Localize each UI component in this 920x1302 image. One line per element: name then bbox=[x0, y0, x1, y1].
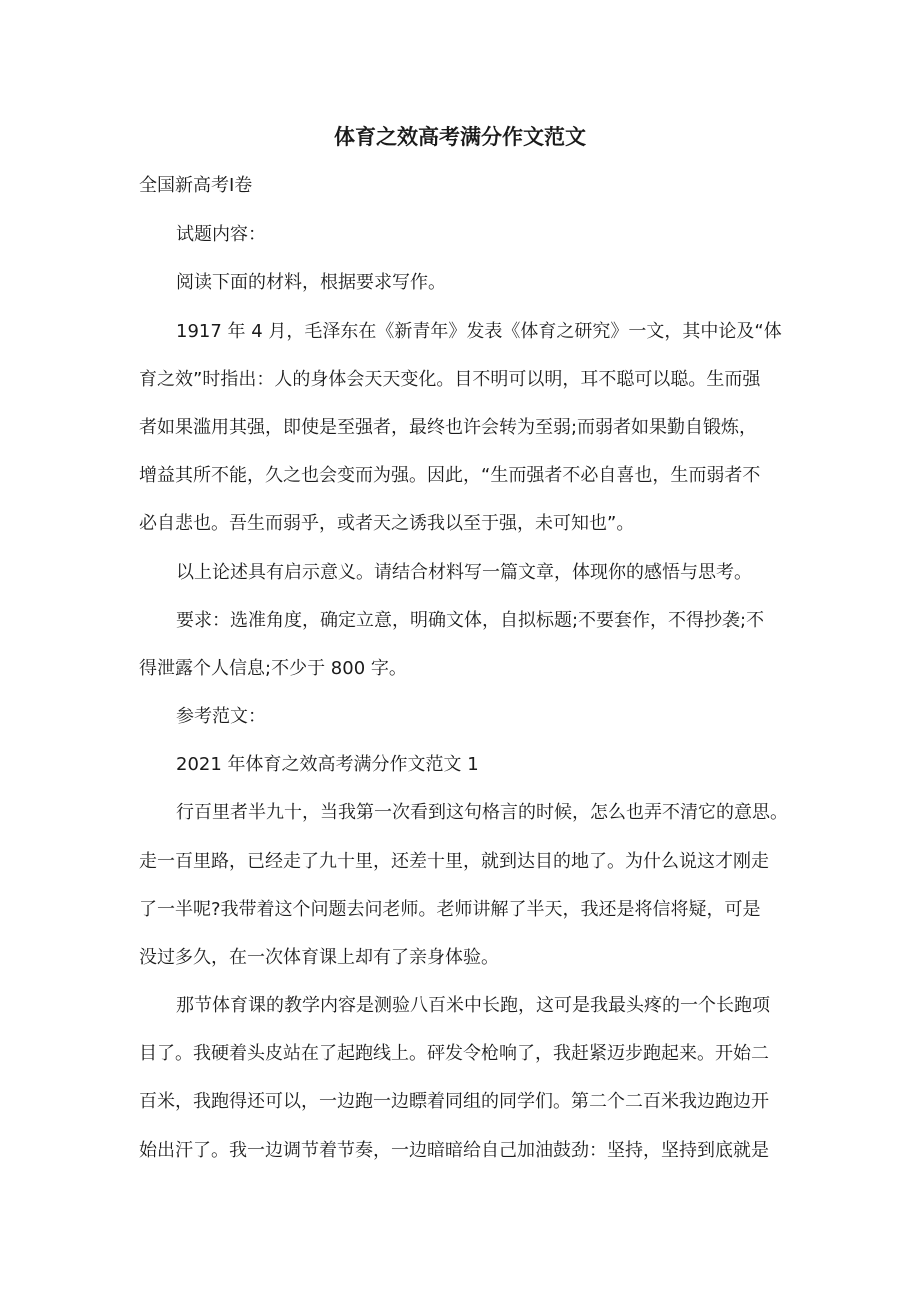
document-title: 体育之效高考满分作文范文 bbox=[334, 125, 586, 149]
essay-line: 了一半呢?我带着这个问题去问老师。老师讲解了半天，我还是将信将疑，可是 bbox=[139, 899, 761, 920]
requirement-line: 要求：选准角度，确定立意，明确文体，自拟标题;不要套作，不得抄袭;不 bbox=[176, 610, 765, 631]
essay-line: 没过多久，在一次体育课上却有了亲身体验。 bbox=[139, 947, 499, 968]
essay-line: 那节体育课的教学内容是测验八百米中长跑，这可是我最头疼的一个长跑项 bbox=[176, 995, 770, 1016]
essay-line: 行百里者半九十，当我第一次看到这句格言的时候，怎么也弄不清它的意思。 bbox=[176, 802, 788, 823]
material-line: 者如果滥用其强，即使是至强者，最终也许会转为至弱;而弱者如果勤自锻炼， bbox=[139, 417, 758, 438]
requirement-line: 得泄露个人信息;不少于 800 字。 bbox=[139, 658, 407, 679]
material-line: 必自悲也。吾生而弱乎，或者天之诱我以至于强，未可知也”。 bbox=[139, 513, 635, 534]
essay-line: 始出汗了。我一边调节着节奏，一边暗暗给自己加油鼓劲：坚持，坚持到底就是 bbox=[139, 1140, 769, 1161]
material-line: 1917 年 4 月，毛泽东在《新青年》发表《体育之研究》一文，其中论及“体 bbox=[176, 321, 782, 342]
material-line: 增益其所不能，久之也会变而为强。因此，“生而强者不必自喜也，生而弱者不 bbox=[139, 465, 761, 486]
essay-heading: 2021 年体育之效高考满分作文范文 1 bbox=[176, 754, 479, 775]
prompt-line: 以上论述具有启示意义。请结合材料写一篇文章，体现你的感悟与思考。 bbox=[176, 562, 752, 583]
instruction-line: 阅读下面的材料，根据要求写作。 bbox=[176, 272, 446, 293]
section-label-reference: 参考范文： bbox=[176, 706, 266, 727]
essay-line: 走一百里路，已经走了九十里，还差十里，就到达目的地了。为什么说这才刚走 bbox=[139, 851, 769, 872]
essay-line: 目了。我硬着头皮站在了起跑线上。砰发令枪响了，我赶紧迈步跑起来。开始二 bbox=[139, 1043, 769, 1064]
essay-line: 百米，我跑得还可以，一边跑一边瞟着同组的同学们。第二个二百米我边跑边开 bbox=[139, 1091, 769, 1112]
exam-name: 全国新高考Ⅰ卷 bbox=[139, 175, 253, 196]
material-line: 育之效”时指出：人的身体会天天变化。目不明可以明，耳不聪可以聪。生而强 bbox=[139, 369, 761, 390]
section-label-question: 试题内容： bbox=[176, 224, 266, 245]
